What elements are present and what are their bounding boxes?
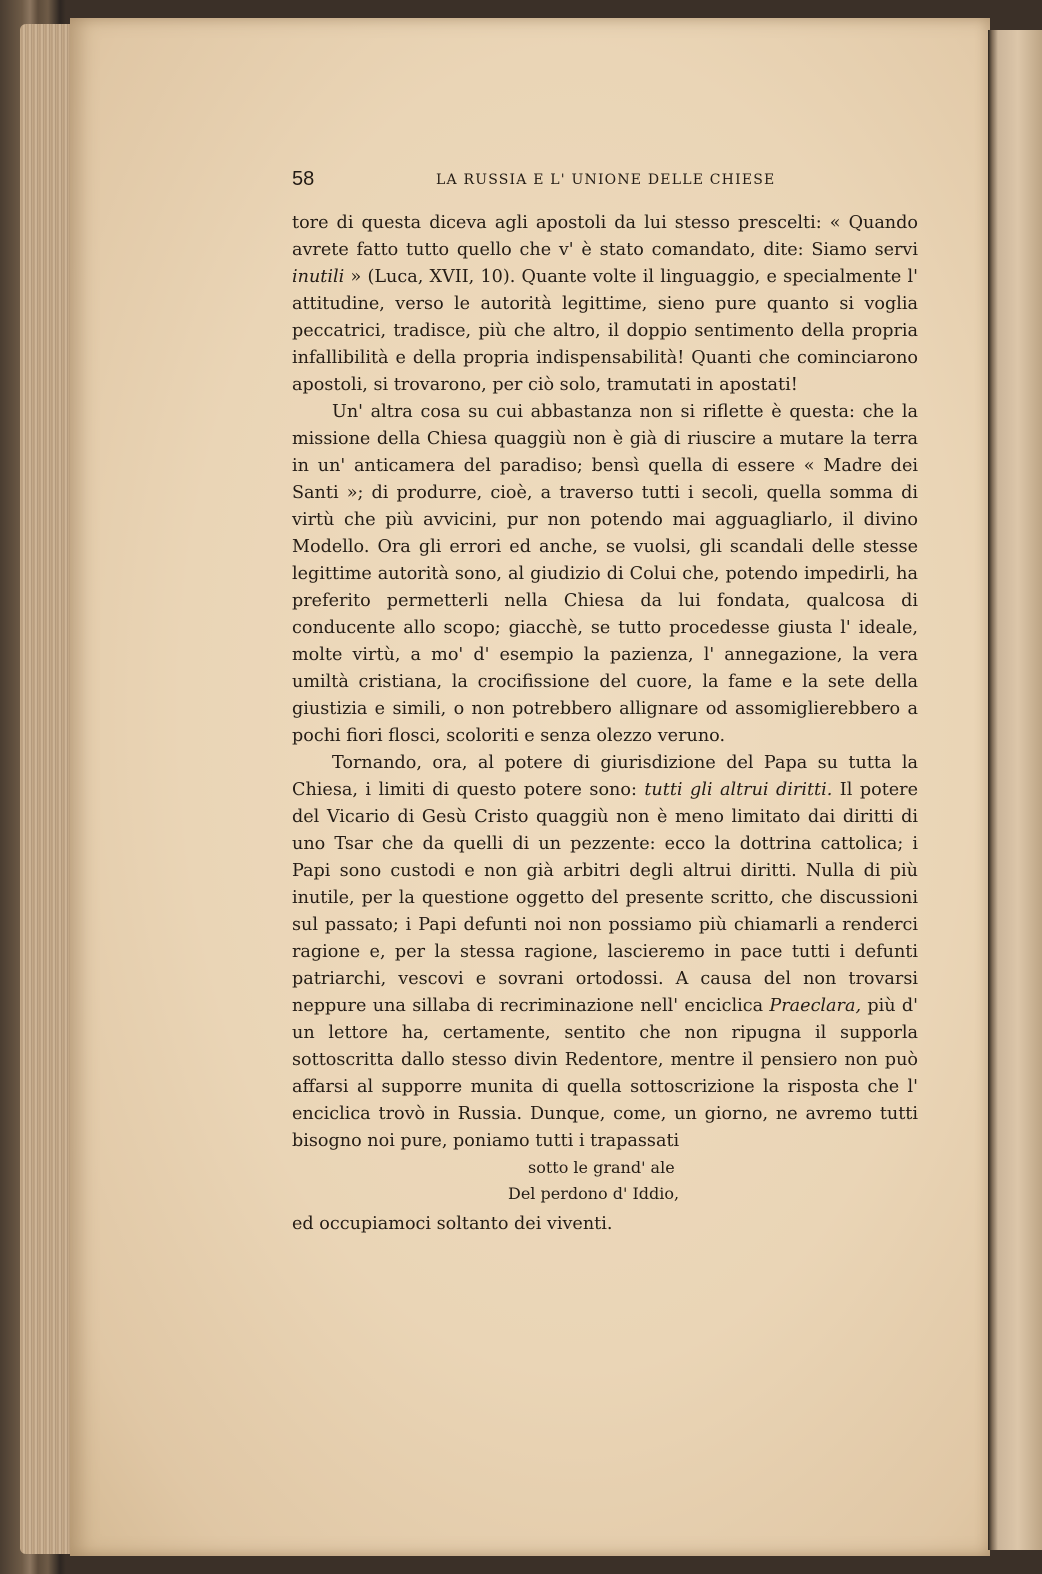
paragraph-1-italic: inutili <box>292 267 345 287</box>
page-header <box>292 164 922 194</box>
paragraph-1 <box>292 210 918 399</box>
page-number: 58 <box>292 168 315 190</box>
running-title: LA RUSSIA E L' UNIONE DELLE CHIESE <box>436 172 776 188</box>
paragraph-3-italic-2: Praeclara, <box>769 996 862 1016</box>
body-text <box>292 210 918 1238</box>
paragraph-2: Un' altra cosa su cui abbastanza non si riflette è questa: che la missione della Chiesa quaggiù non è già di riuscire a mutare la terra in un' anticamera del paradiso; bensì quella di essere « Madre dei Santi »; di produrre, cioè, a traverso tutti i secoli, quella somma di virtù che più avvicini, pur non potendo mai agguagliarlo, il divino Modello. Ora gli errori ed anche, se vuolsi, gli scandali delle stesse legittime autorità sono, al giudizio di Colui che, potendo impedirli, ha preferito permetterli nella Chiesa da lui fondata, qualcosa di conducente allo scopo; giacchè, se tutto procedesse giusta l' ideale, molte virtù, a mo' d' esempio la pazienza, l' annegazione, la vera umiltà cristiana, la crocifissione del cuore, la fame e la sete della giustizia e simili, o non potrebbero allignare od assomiglierebbero a pochi fiori flosci, scoloriti e senza olezzo veruno. <box>292 402 918 746</box>
verse-line-1: sotto le grand' ale <box>528 1158 675 1177</box>
paragraph-1-part-b: » (Luca, XVII, 10). Quante volte il linguaggio, e specialmente l' attitudine, verso le autorità legittime, sieno pure quanto si voglia peccatrici, tradisce, più che altro, il doppio sentimento della propria infallibilità e della propria indispensabilità! Quanti che cominciarono apostoli, si trovarono, per ciò solo, tramutati in apostati! <box>292 267 918 395</box>
closing-line: ed occupiamoci soltanto dei viventi. <box>292 1214 613 1234</box>
paragraph-3-italic-1: tutti gli altrui diritti. <box>644 780 833 800</box>
paragraph-3-part-a: Tornando, ora, al potere di giurisdizione del Papa su tutta la Chiesa, i limiti di questo potere sono: <box>292 753 918 800</box>
right-page-edge <box>988 30 1042 1550</box>
paragraph-3-part-c: più d' un lettore ha, certamente, sentito che non ripugna il supporla sottoscritta dallo stesso divin Redentore, mentre il pensiero non può affarsi al supporre munita di quella sottoscrizione la risposta che l' enciclica trovò in Russia. Dunque, come, un giorno, ne avremo tutti bisogno noi pure, poniamo tutti i trapassati <box>292 996 918 1151</box>
paragraph-1-part-a: tore di questa diceva agli apostoli da lui stesso prescelti: « Quando avrete fatto tutto quello che v' è stato comandato, dite: Siamo servi <box>292 213 918 260</box>
paragraph-3-part-b: Il potere del Vicario di Gesù Cristo quaggiù non è meno limitato dai diritti di uno Tsar che da quelli di un pezzente: ecco la dottrina cattolica; i Papi sono custodi e non già arbitri degli altrui diritti. Nulla di più inutile, per la questione oggetto del presente scritto, che discussioni sul passato; i Papi defunti noi non possiamo più chiamarli a renderci ragione e, per la stessa ragione, lascieremo in pace tutti i defunti patriarchi, vescovi e sovrani ortodossi. A causa del non trovarsi neppure una sillaba di recriminazione nell' enciclica <box>292 780 918 1016</box>
verse-quote <box>292 1155 918 1207</box>
verse-line-2: Del perdono d' Iddio, <box>508 1184 680 1203</box>
paragraph-3 <box>292 750 918 1155</box>
